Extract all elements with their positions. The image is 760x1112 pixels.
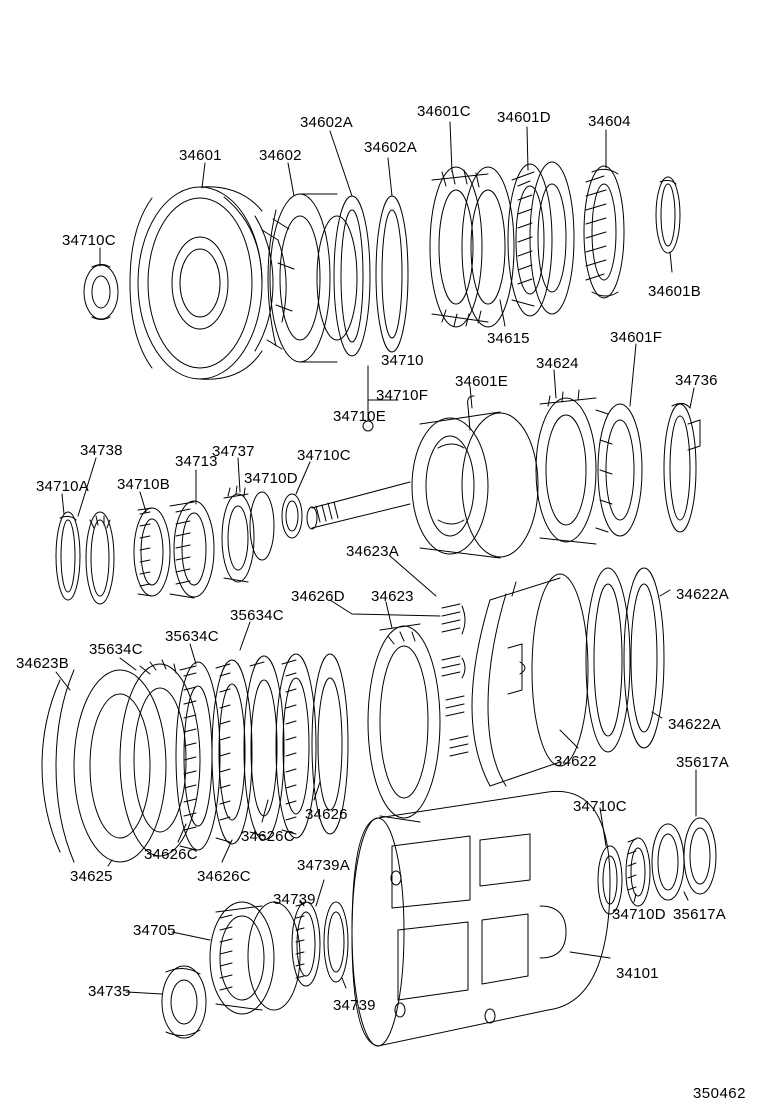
part-35634C-disc-2 [212,660,252,844]
part-34602-ring [268,194,357,362]
part-35617A-ring-1 [652,824,684,900]
part-label-34604: 34604 [588,113,631,130]
part-label-34710E: 34710E [333,408,386,425]
part-label-35617A: 35617A [673,906,726,923]
part-34739-washer-1 [292,902,320,986]
part-label-34623B: 34623B [16,655,69,672]
part-label-34710B: 34710B [117,476,170,493]
part-label-34601D: 34601D [497,109,551,126]
part-label-34623A: 34623A [346,543,399,560]
part-34624-ringgear [536,390,642,544]
part-label-34622A: 34622A [676,586,729,603]
part-label-34737: 34737 [212,443,255,460]
part-label-34615: 34615 [487,330,530,347]
part-label-34601B: 34601B [648,283,701,300]
part-label-35634C: 35634C [230,607,284,624]
part-label-34710C: 34710C [573,798,627,815]
part-label-34601C: 34601C [417,103,471,120]
figure-number: 350462 [692,1085,746,1102]
part-label-34710: 34710 [381,352,424,369]
part-label-34739: 34739 [273,891,316,908]
part-label-34713: 34713 [175,453,218,470]
part-34735-plate [162,966,206,1038]
part-34739-washer-2 [324,902,348,982]
part-label-34601E: 34601E [455,373,508,390]
part-label-34623: 34623 [371,588,414,605]
part-34602A-ring-1 [334,196,370,356]
part-34710C-top [84,265,118,320]
part-label-34602A: 34602A [300,114,353,131]
part-label-34625: 34625 [70,868,113,885]
part-label-34602: 34602 [259,147,302,164]
part-34737-hub [222,486,274,582]
part-label-34601: 34601 [179,147,222,164]
part-label-35634C: 35634C [89,641,143,658]
part-label-35634C: 35634C [165,628,219,645]
part-34601C-plate [430,167,514,327]
part-label-34738: 34738 [80,442,123,459]
part-label-35617A: 35617A [676,754,729,771]
part-34626D-springs [442,604,468,756]
part-34710A-ring [86,512,114,604]
part-label-34101: 34101 [616,965,659,982]
part-label-34602A: 34602A [364,139,417,156]
part-34710D-bottom [626,838,650,906]
part-label-34710C: 34710C [62,232,116,249]
part-34601D-disc [508,162,574,316]
part-label-34622A: 34622A [668,716,721,733]
part-34601-drum [130,187,294,380]
part-34622A-ring-1 [586,568,630,752]
part-label-34735: 34735 [88,983,131,1000]
part-label-34626C: 34626C [144,846,198,863]
part-label-34710D: 34710D [244,470,298,487]
part-label-34705: 34705 [133,922,176,939]
part-34101-housing [352,791,610,1046]
part-label-34739A: 34739A [297,857,350,874]
part-34623B-stack [42,670,166,862]
part-35617A-ring-2 [684,818,716,894]
part-label-34626C: 34626C [241,828,295,845]
part-34705-gear [210,902,300,1014]
part-label-34626D: 34626D [291,588,345,605]
part-label-34626C: 34626C [197,868,251,885]
part-label-34710A: 34710A [36,478,89,495]
part-34713-gear [134,501,214,598]
part-label-34624: 34624 [536,355,579,372]
part-label-34736: 34736 [675,372,718,389]
part-label-34626: 34626 [305,806,348,823]
part-34710-shaft [307,482,410,529]
part-34601B-snapring [656,177,680,253]
part-35634C-disc-1 [176,662,220,850]
part-label-34710D: 34710D [612,906,666,923]
part-34736-band [664,403,700,532]
part-label-34601F: 34601F [610,329,663,346]
part-label-34739: 34739 [333,997,376,1014]
part-label-34710C: 34710C [297,447,351,464]
part-34623-drum [368,624,440,822]
part-34738-ring [56,512,80,600]
part-34604-spring [584,166,624,298]
part-label-34710F: 34710F [376,387,429,404]
part-label-34622: 34622 [554,753,597,770]
part-34602A-ring-2 [376,196,408,352]
part-34710C-mid [282,494,302,538]
part-34601E-carrier [412,396,538,558]
